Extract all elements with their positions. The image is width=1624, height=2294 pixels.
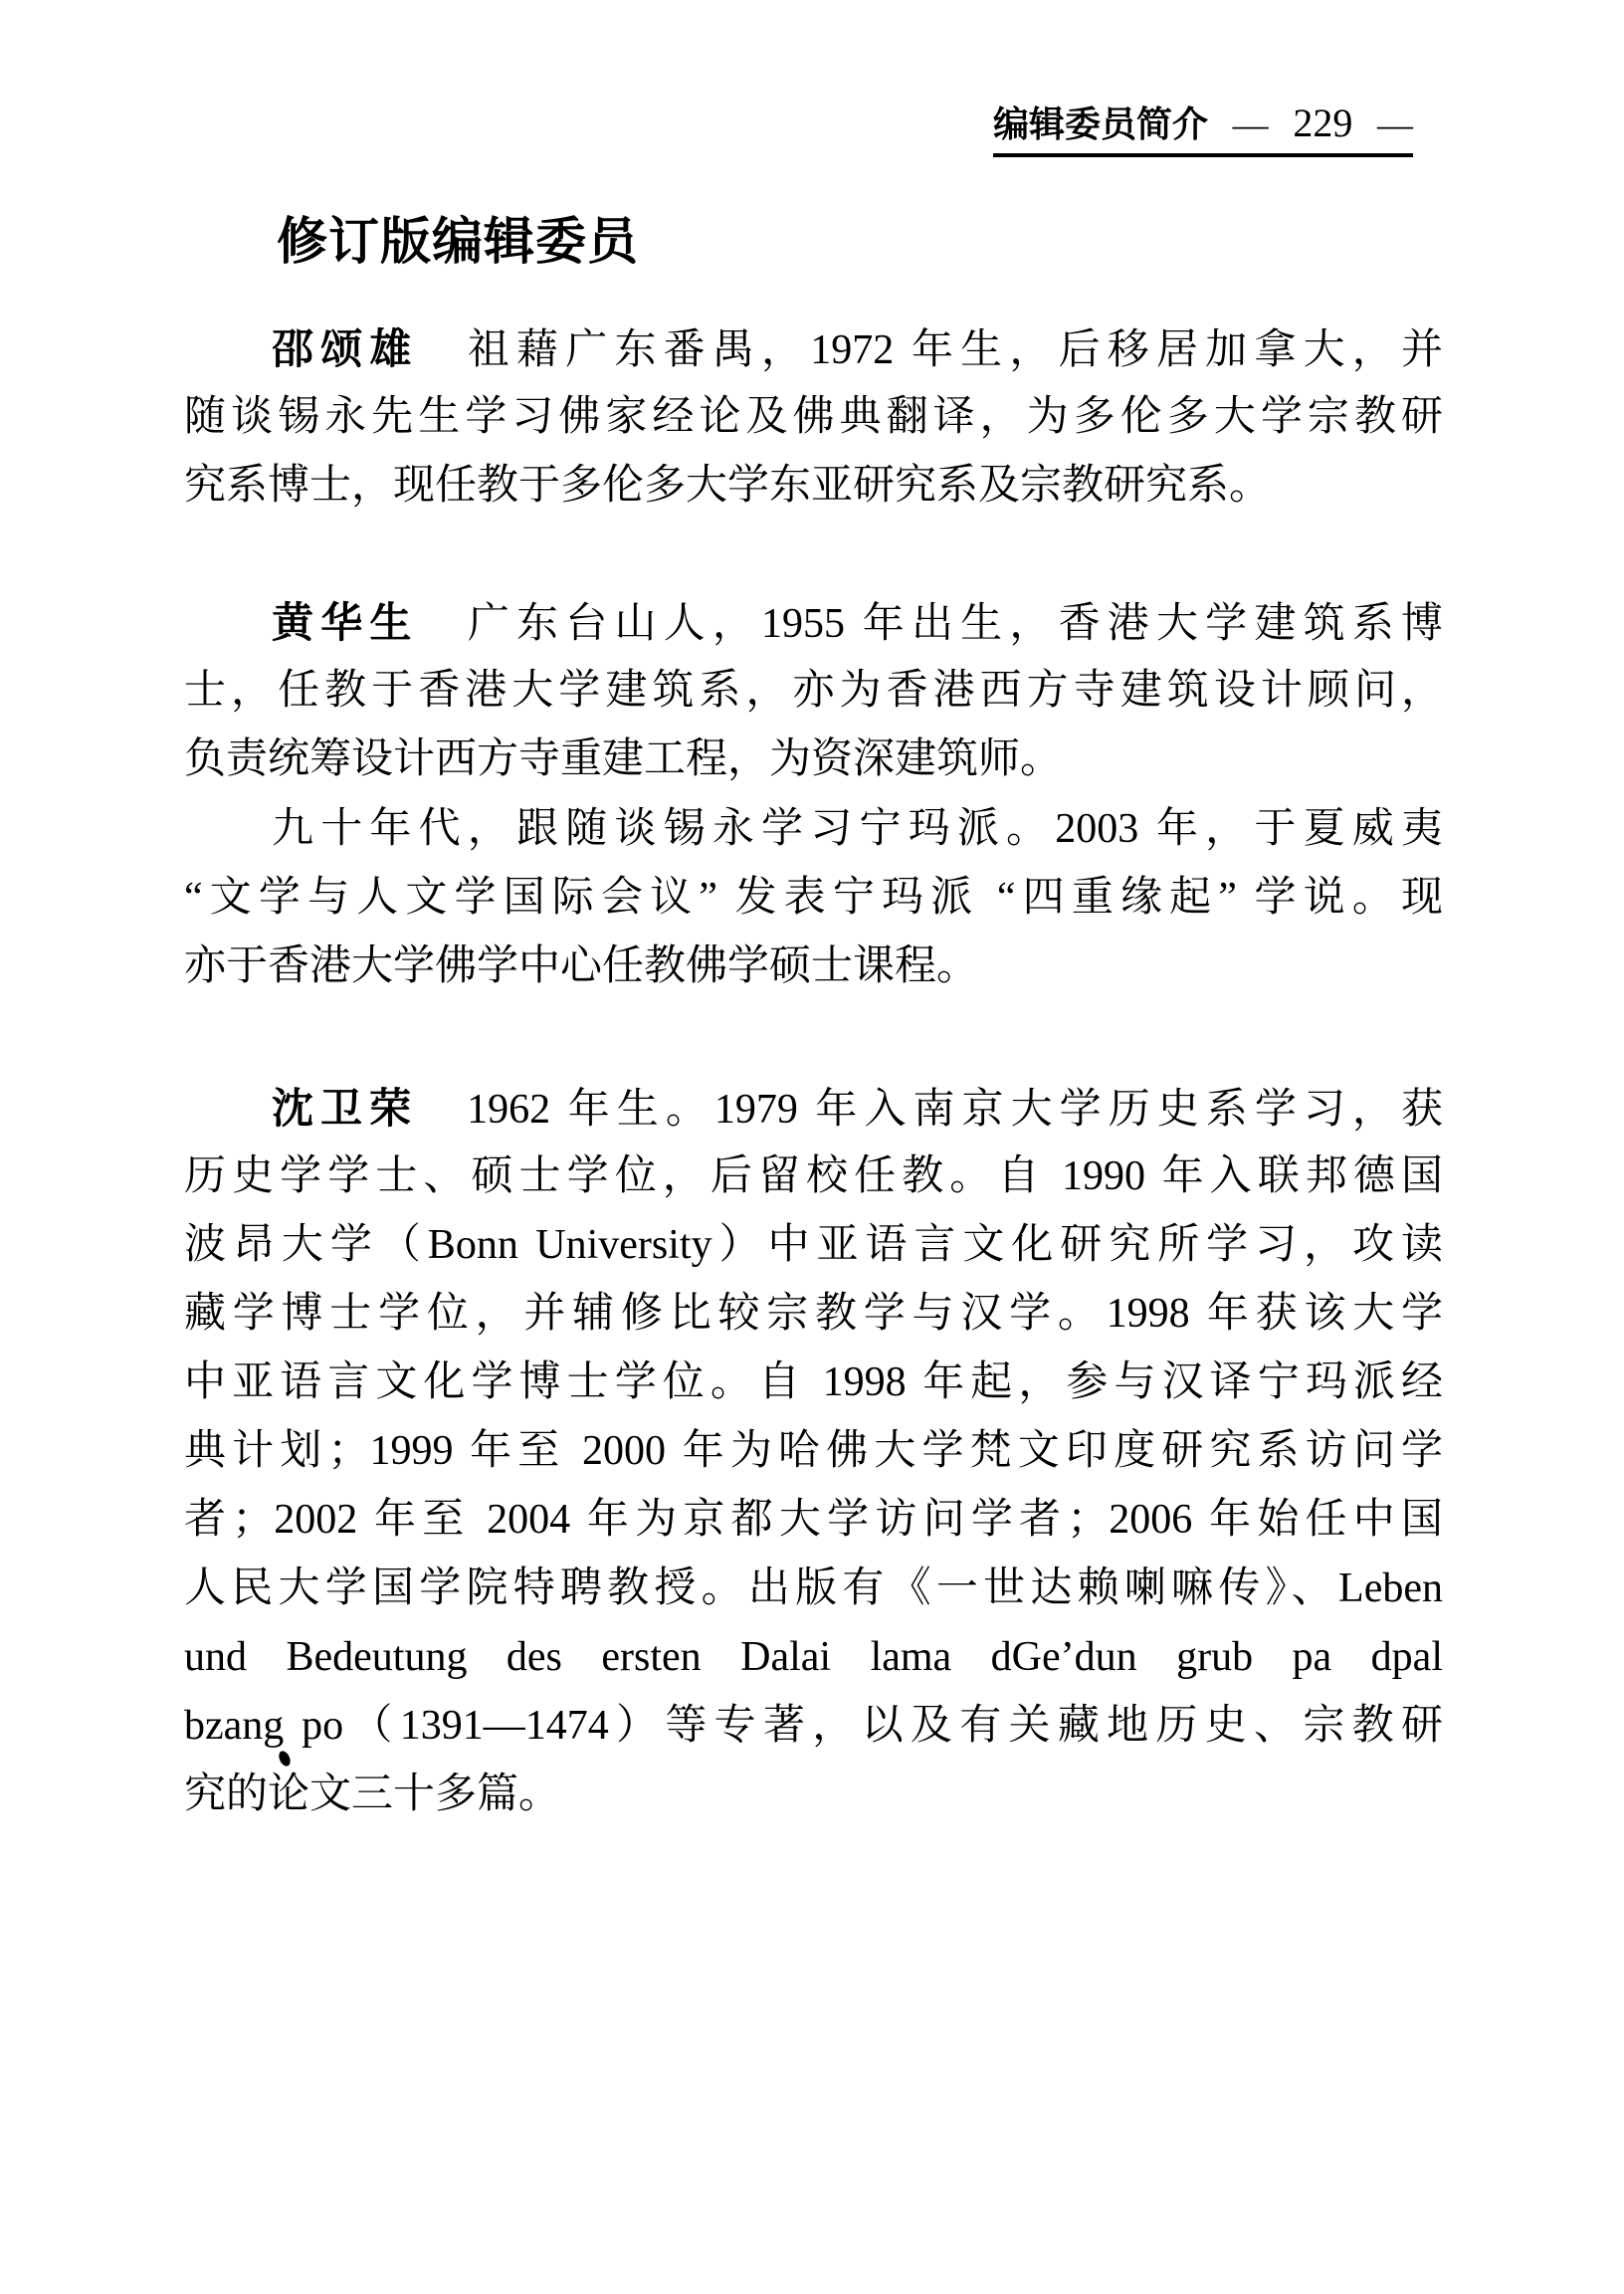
text-segment: und Bedeutung des ersten Dalai lama dGe’dun grub pa dpal [184,1634,1443,1680]
text-segment: 典计划；1999 年至 2000 年为哈佛大学梵文印度研究系访问学 [184,1428,1443,1474]
paragraph [184,314,1443,521]
text-segment: 随谈锡永先生学习佛家经论及佛典翻译，为多伦多大学宗教研 [184,394,1443,440]
paragraph [184,1074,1443,1829]
text-segment: 负责统筹设计西方寺重建工程，为资深建筑师。 [184,736,1063,782]
text-line [184,383,1443,452]
text-line [184,452,1443,521]
text-line [184,1349,1443,1417]
page-number: 229 [1293,101,1353,145]
text-line [184,1280,1443,1349]
text-line [184,1074,1443,1143]
text-segment: 者；2002 年至 2004 年为京都大学访问学者；2006 年始任中国 [184,1497,1443,1543]
text-line [184,1417,1443,1486]
header-section-title: 编辑委员简介 [993,104,1209,144]
text-line [184,933,1443,1001]
text-line [184,1143,1443,1211]
text-segment: 1962 年生。1979 年入南京大学历史系学习，获 [418,1087,1443,1133]
text-line [184,1486,1443,1555]
header-dash-left: — [1232,104,1269,144]
running-header [993,101,1413,157]
paragraph [184,795,1443,1001]
member-name: 黄华生 [272,599,419,646]
text-segment: “文学与人文学国际会议” 发表宁玛派 “四重缘起” 学说。现 [184,875,1443,921]
text-line [184,864,1443,933]
text-line [184,1623,1443,1692]
text-segment: 历史学学士、硕士学位，后留校任教。自 1990 年入联邦德国 [184,1153,1443,1199]
page-title: 修订版编辑委员 [277,213,640,270]
body-text [184,314,1443,1829]
text-segment: 中亚语言文化学博士学位。自 1998 年起，参与汉译宁玛派经 [184,1359,1443,1405]
text-line [184,314,1443,383]
member-name: 邵颂雄 [272,325,419,372]
text-segment: 波昂大学（Bonn University）中亚语言文化研究所学习，攻读 [184,1222,1443,1268]
text-segment: 九十年代，跟随谈锡永学习宁玛派。2003 年，于夏威夷 [272,806,1443,852]
member-name: 沈卫荣 [272,1085,419,1132]
text-line [184,1555,1443,1623]
text-segment: 藏学博士学位，并辅修比较宗教学与汉学。1998 年获该大学 [184,1291,1443,1337]
text-line [184,1692,1443,1761]
text-segment: 亦于香港大学佛学中心任教佛学硕士课程。 [184,943,979,989]
text-segment: 究系博士，现任教于多伦多大学东亚研究系及宗教研究系。 [184,463,1272,509]
text-line [184,588,1443,657]
text-segment: 人民大学国学院特聘教授。出版有《一世达赖喇嘛传》、Leben [184,1565,1443,1611]
text-line [184,657,1443,726]
text-segment: 祖藉广东番禺，1972 年生，后移居加拿大，并 [418,327,1443,373]
text-segment: bzang po（1391—1474）等专著，以及有关藏地历史、宗教研 [184,1703,1443,1749]
text-line [184,1761,1443,1829]
header-dash-right: — [1376,104,1413,144]
text-segment: 广东台山人，1955 年出生，香港大学建筑系博 [418,601,1443,647]
text-line [184,726,1443,794]
text-segment: 究的论文三十多篇。 [184,1772,561,1817]
text-segment: 士，任教于香港大学建筑系，亦为香港西方寺建筑设计顾问， [184,668,1443,714]
text-line [184,795,1443,864]
paragraph [184,588,1443,794]
text-line [184,1211,1443,1280]
